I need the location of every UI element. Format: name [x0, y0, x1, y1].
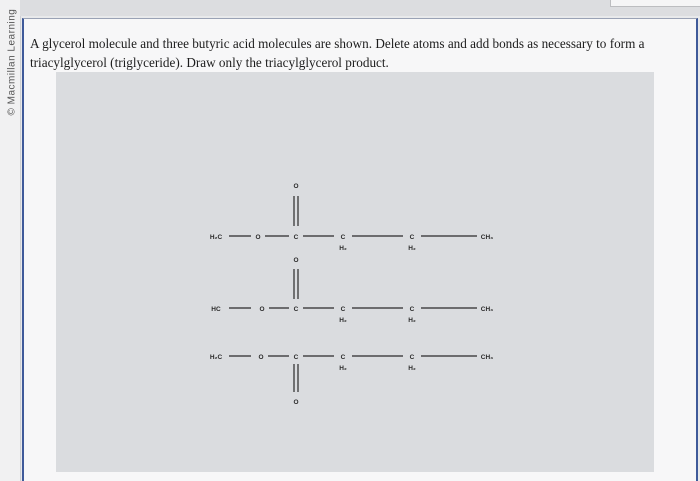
glycerol-carbon-atom[interactable]: HC	[211, 306, 221, 313]
carbonyl-oxygen-atom[interactable]: O	[293, 257, 299, 264]
glycerol-carbon-atom[interactable]: H₂C	[209, 354, 223, 361]
ester-chain-2[interactable]	[211, 257, 493, 324]
carbonyl-carbon-atom[interactable]: C	[293, 306, 299, 313]
methylene-carbon-atom[interactable]: C	[409, 354, 415, 361]
methylene-hydrogens-label: H₂	[339, 365, 347, 372]
methylene-carbon-atom[interactable]: C	[340, 306, 346, 313]
methyl-carbon-atom[interactable]: CH₃	[480, 306, 494, 313]
carbonyl-oxygen-atom[interactable]: O	[293, 183, 299, 190]
carbonyl-carbon-atom[interactable]: C	[293, 234, 299, 241]
methylene-carbon-atom[interactable]: C	[340, 234, 346, 241]
ester-chain-3[interactable]	[210, 354, 493, 406]
glycerol-carbon-atom[interactable]: H₂C	[209, 234, 223, 241]
methyl-carbon-atom[interactable]: CH₃	[480, 234, 494, 241]
methyl-carbon-atom[interactable]: CH₃	[480, 354, 494, 361]
question-line-2: triacylglycerol (triglyceride). Draw only the triacylglycerol product.	[30, 55, 389, 70]
methylene-hydrogens-label: H₂	[408, 365, 416, 372]
methylene-hydrogens-label: H₂	[408, 245, 416, 252]
ester-oxygen-atom[interactable]: O	[259, 306, 265, 313]
carbonyl-carbon-atom[interactable]: C	[293, 354, 299, 361]
methylene-carbon-atom[interactable]: C	[409, 306, 415, 313]
methylene-hydrogens-label: H₂	[339, 245, 347, 252]
methylene-carbon-atom[interactable]: C	[409, 234, 415, 241]
methylene-hydrogens-label: H₂	[408, 317, 416, 324]
question-line-1: A glycerol molecule and three butyric acid molecules are shown. Delete atoms and add bonds as necessary to form a	[30, 36, 645, 51]
copyright-label: © Macmillan Learning	[6, 8, 18, 116]
methylene-hydrogens-label: H₂	[339, 317, 347, 324]
carbonyl-oxygen-atom[interactable]: O	[293, 399, 299, 406]
methylene-carbon-atom[interactable]: C	[340, 354, 346, 361]
ester-oxygen-atom[interactable]: O	[255, 234, 261, 241]
ester-oxygen-atom[interactable]: O	[258, 354, 264, 361]
ester-chain-1[interactable]	[210, 183, 493, 252]
